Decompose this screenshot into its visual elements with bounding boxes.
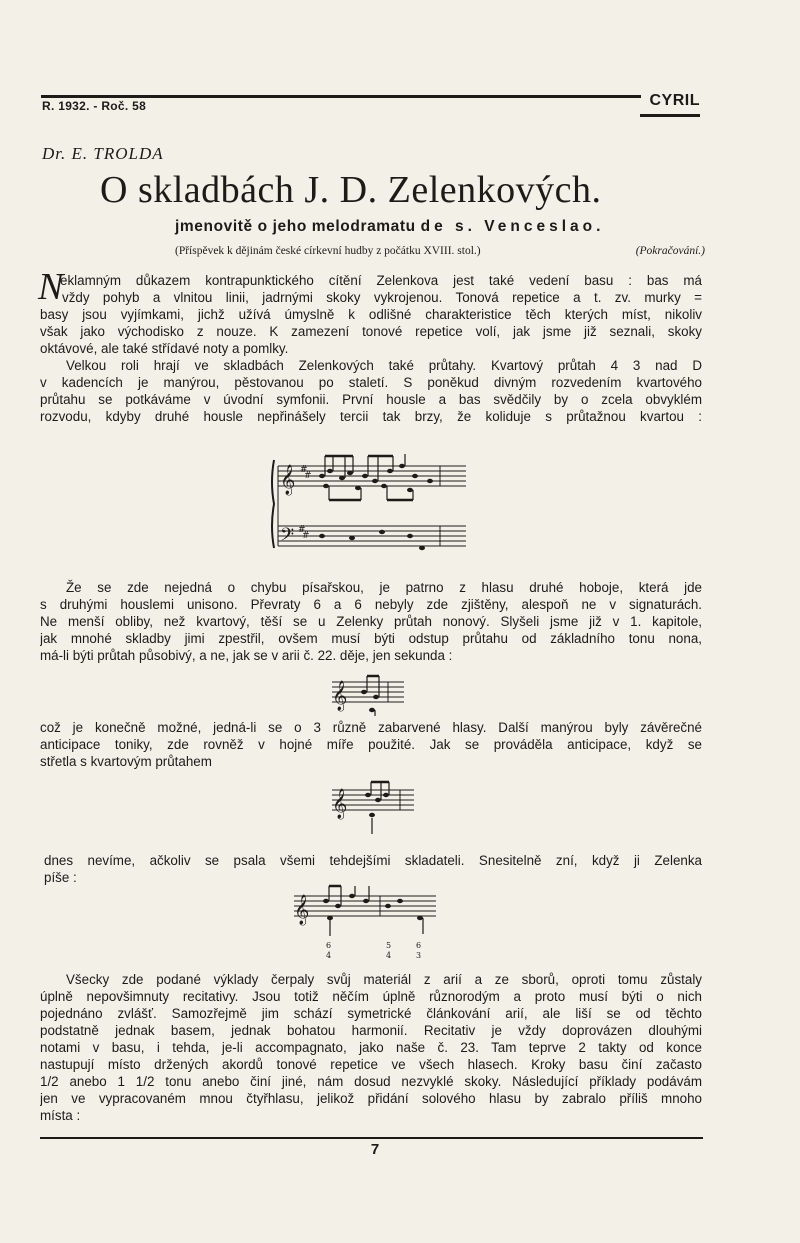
article-title: O skladbách J. D. Zelenkových. [100,169,602,211]
text-line: jen ve vypracovaném mnou čtyřhlasu, jelikož přidání solového hlasu by zabralo příliš mnoho [40,1091,702,1106]
svg-text:𝄞: 𝄞 [332,789,348,819]
svg-text:𝄞: 𝄞 [332,681,348,711]
issue-info: R. 1932. - Roč. 58 [42,99,147,113]
music-example-1 [270,452,470,554]
text-line: nastupují místo držených akordů tonové repetice ve všech hlasech. Kroky basu činí začasto [40,1057,702,1072]
paragraph-2 [40,357,702,425]
text-line: Velkou roli hrají ve skladbách Zelenkových také průtahy. Kvartový průtah 4 3 nad D [66,358,702,373]
svg-text:#: # [300,465,308,475]
text-line: oktávové, ale také střídavé noty a pomlky. [40,341,289,356]
text-line: Ne menší obliby, než kvartový, těší se u Zelenky průtah nonový. Slyšeli jsme již v 1. kapitole, [40,614,702,629]
music-example-2 [328,672,408,718]
text-line: Že se zde nejedná o chybu písařskou, je patrno z hlasu druhé hoboje, která jde [66,580,702,595]
music-example-4 [290,880,440,964]
text-line: anticipace toniky, zde rovněž v hojné míře použité. Jak se prováděla anticipace, když se [40,737,702,752]
svg-text:#: # [298,525,306,535]
text-line: úplně nepovšimnuty recitativy. Jsou totiž něčím úplně různorodým a proto musí býti o nich [40,989,702,1004]
svg-text:4: 4 [326,951,332,960]
text-line: místa : [40,1108,81,1123]
subtitle-text: jmenovitě o jeho melodramatu [175,218,416,235]
paragraph-4 [40,719,702,770]
music-example-3 [328,778,418,840]
subtitle-spaced: de s. Venceslao. [420,218,605,235]
author: Dr. E. TROLDA [42,144,164,163]
svg-text:3: 3 [416,951,422,960]
page-number: 7 [370,1141,380,1158]
drop-cap: N [38,266,64,308]
svg-text:5: 5 [386,941,392,950]
text-line: Všecky zde podané výklady čerpaly svůj materiál z arií a ze sborů, oproti tomu zůstaly [66,972,702,987]
continuation-note: (Pokračování.) [635,245,705,257]
text-line: v kadencích je manýrou, pěstovanou po staletí. S poněkud divným rozvedením kvartového [40,375,702,390]
svg-text:#: # [302,531,310,541]
text-line: píše : [44,870,77,885]
journal-name: CYRIL [649,92,700,109]
note-text: (Příspěvek k dějinám české církevní hudby z počátku XVIII. stol.) [175,245,481,257]
svg-text:4: 4 [386,951,392,960]
paragraph-1 [40,272,702,357]
text-line: průtahu se potkáváme v úvodní symfonii. První housle a bas svědčily by o zcela obvyklém [40,392,702,407]
text-line: má-li býti průtah působivý, a ne, jak se v arii č. 22. děje, jen sekunda : [40,648,453,663]
article-note [175,245,705,257]
svg-text:6: 6 [416,941,422,950]
svg-text:𝄢: 𝄢 [280,525,295,550]
text-line: střetla s kvartovým průtahem [40,754,212,769]
svg-text:#: # [304,471,312,481]
text-line: notami v basu, i tehda, je-li accompagnato, jako naše č. 23. Tam teprve 2 takty od konce [40,1040,702,1055]
paragraph-3 [40,579,702,664]
text-line: vždy pohyb a vlnitou linii, jadrnými skoky vykrojenou. Tonová repetice a t. zv. murky = [62,290,702,305]
text-line: basy jsou vyjímkami, jichž užívá úmyslně k odlišné charakteristice těch kterých míst, nikoliv [40,307,702,322]
svg-text:6: 6 [326,941,332,950]
text-line: 1/2 anebo 1 1/2 tonu anebo činí jiné, nám dosud nezvyklé skoky. Následující příklady podávám [40,1074,702,1089]
text-line: podstatně jednak basem, jednak bohatou harmonií. Recitativ je vždy doprovázen dlouhými [40,1023,702,1038]
text-line: pojednáno zvlášť. Samozřejmě jim schází symetrické článkování arií, ale liší se od těchto [40,1006,702,1021]
paragraph-6 [40,971,702,1124]
text-line: eklamným důkazem kontrapunktického cítění Zelenkova jest také vedení basu : bas má [60,273,702,288]
article-subtitle [175,218,604,236]
header-rule-right [640,114,700,117]
header-rule [41,95,641,98]
svg-text:𝄞: 𝄞 [294,895,310,925]
text-line: jak mnohé skladby jimi zpestřil, ovšem musí býti odstup průtahu od základního tonu nona, [40,631,702,646]
text-line: dnes nevíme, ačkoliv se psala všemi tehdejšími skladateli. Snesitelně zní, když ji Zelenka [44,853,702,868]
text-line: s druhými houslemi unisono. Převraty 6 a 6 nebyly zde zjištěny, alespoň ne v signaturách. [40,597,702,612]
footer-rule [40,1137,703,1139]
text-line: rozvodu, kdyby druhé housle nepřinášely tercii tak brzy, že koliduje s průtažnou kvartou : [40,409,702,424]
text-line: však jako východisko z nouze. K zamezení tonové repetice volí, jak jsme již seznali, skoky [40,324,702,339]
text-line: což je konečně možné, jedná-li se o 3 různě zabarvené hlasy. Další manýrou byly závěrečné [40,720,702,735]
svg-text:𝄞: 𝄞 [280,465,296,495]
